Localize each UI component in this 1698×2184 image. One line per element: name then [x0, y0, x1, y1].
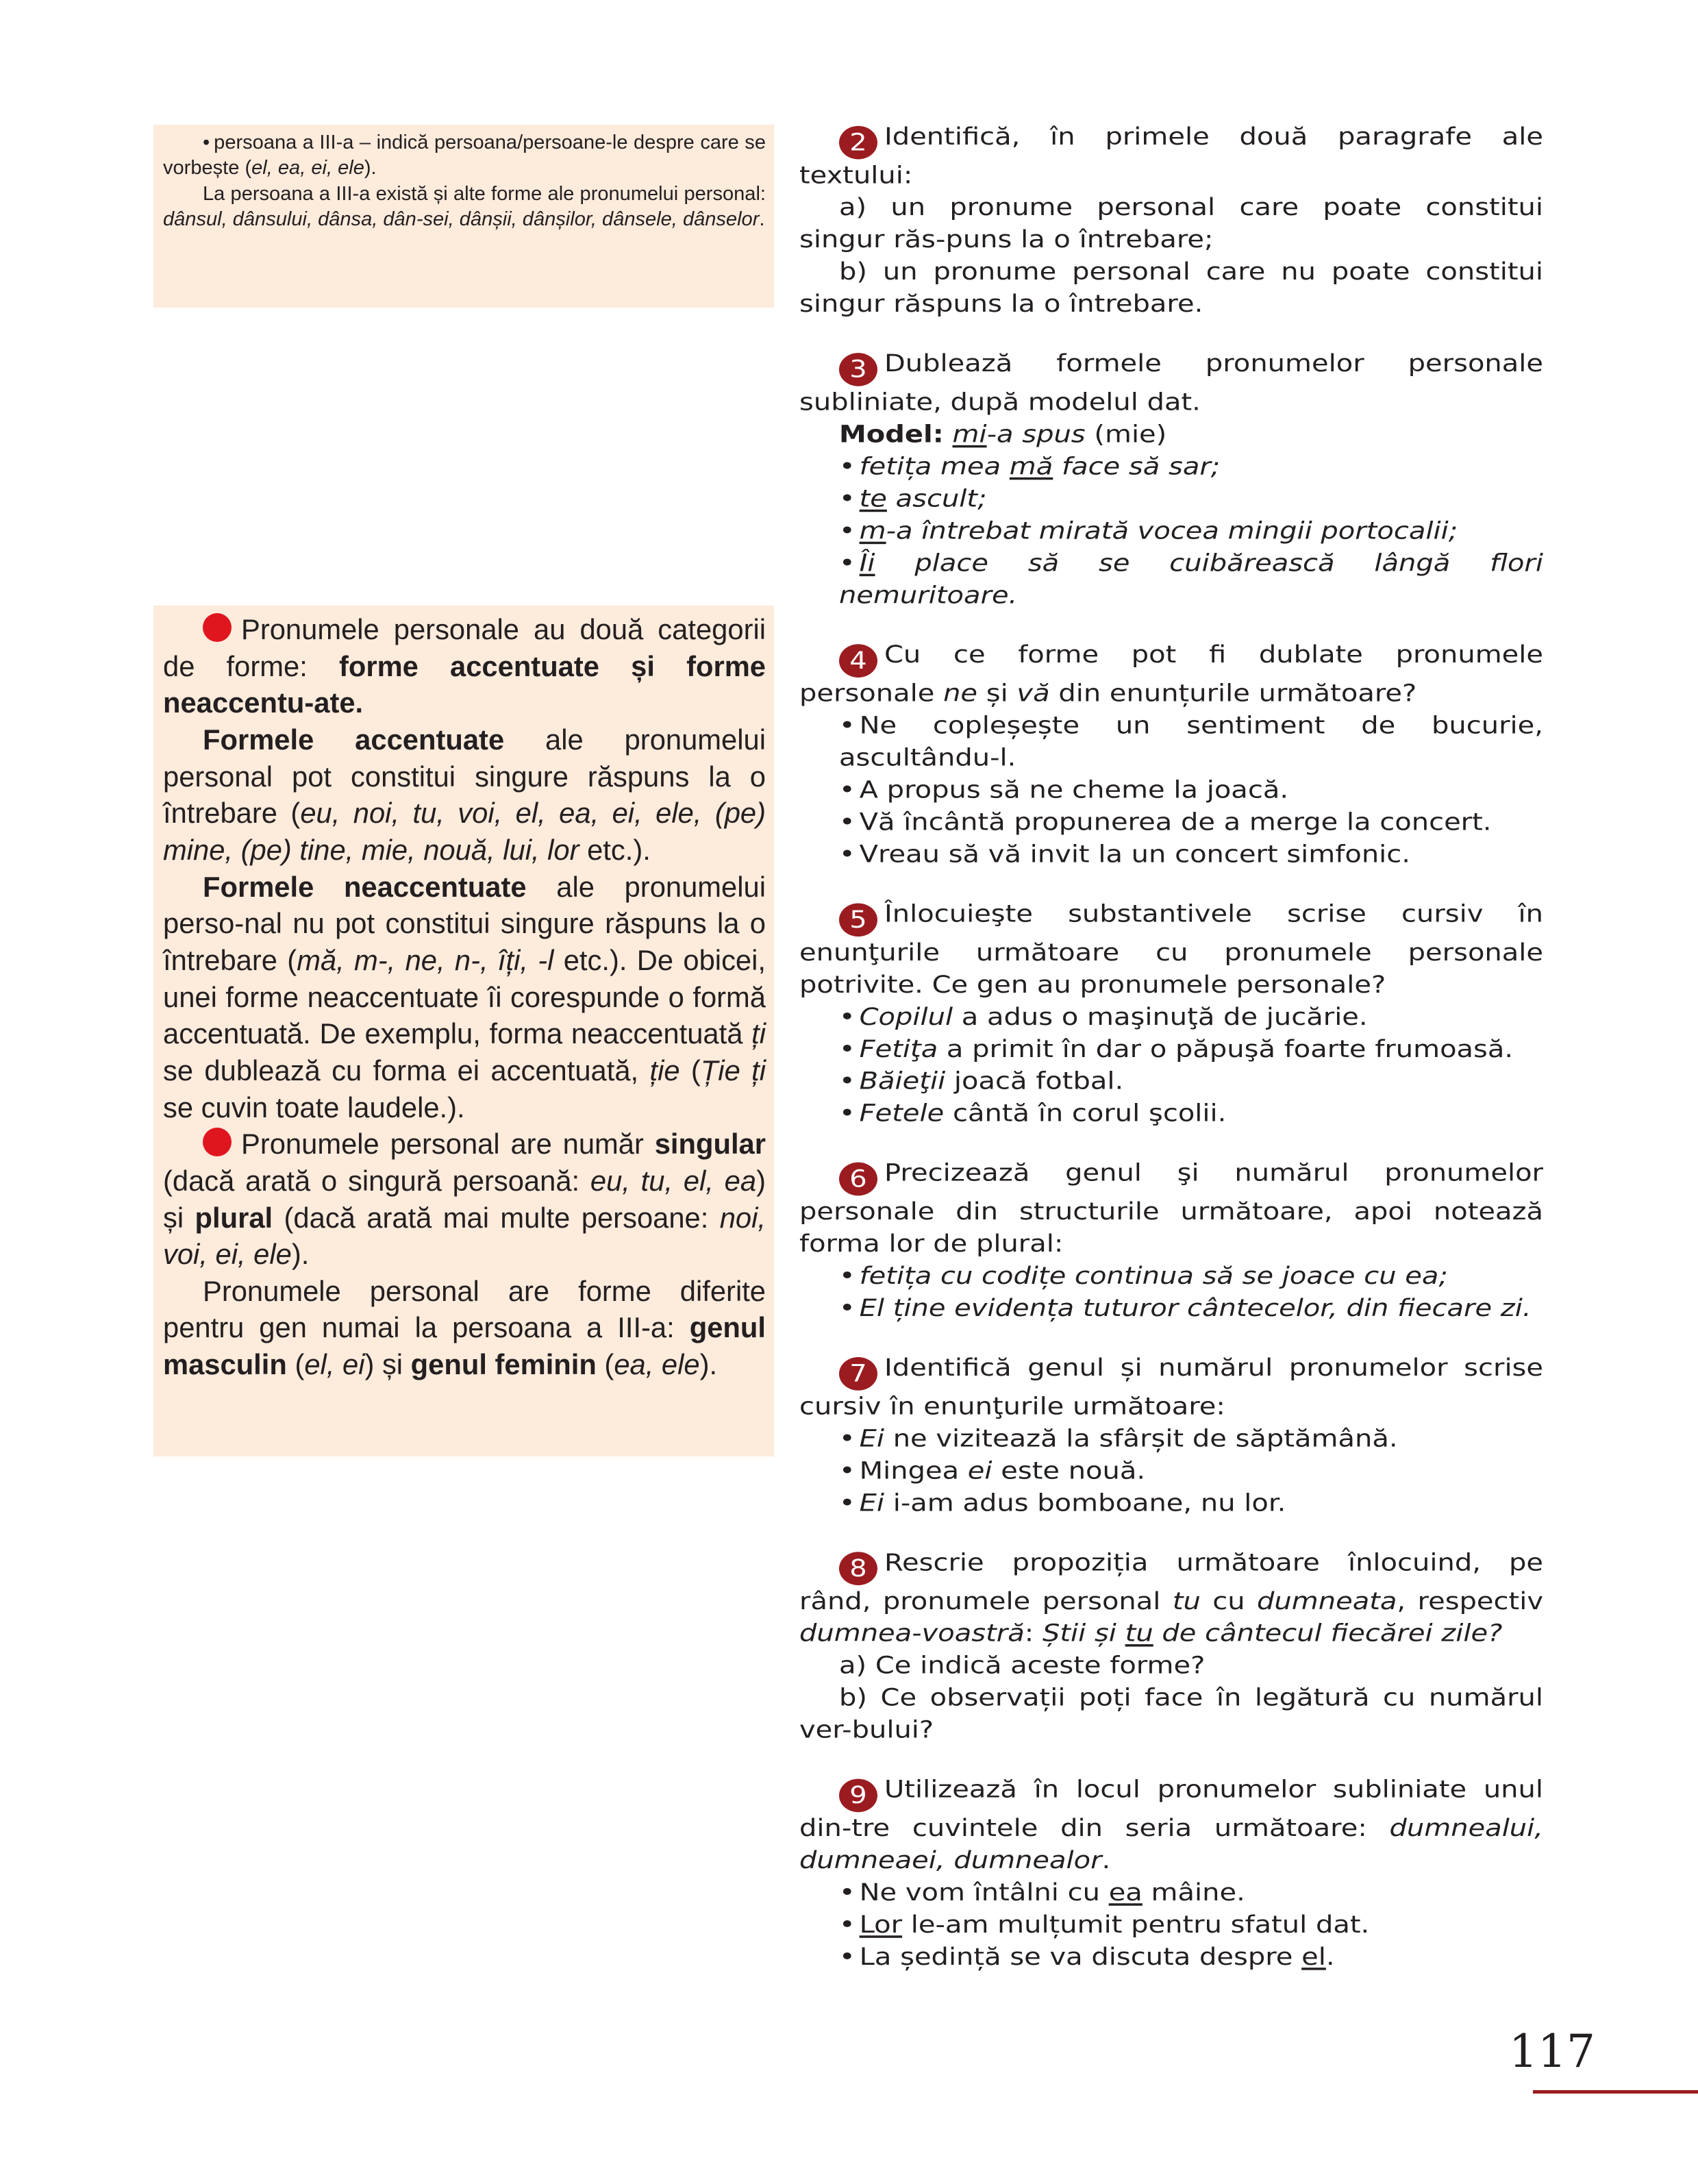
exercises-column	[799, 121, 1543, 2000]
list-item: • Vreau să vă invit la un concert simfonic.	[839, 841, 1410, 869]
categories-paragraph: Pronumele personale au două categorii de forme: forme accentuate și forme neaccentu-ate.	[163, 613, 766, 719]
exercise-5	[799, 898, 1543, 1130]
exercise-8: 8 Rescrie propoziția următoare înlocuind, pe rând, pronumele personal tu cu dumneata, respectiv dumnea-voastră: Știi și tu de cântecul fiecărei zile? a) Ce indică aceste forme? b) Ce observații poți face în legătură cu numărul ver-bului?	[799, 1546, 1543, 1746]
exercise-prompt: Precizează genul şi numărul pronumelor personale din structurile următoare, apoi notează forma lor de plural:	[799, 1159, 1543, 1258]
list-item: • m-a întrebat mirată vocea mingii portocalii;	[839, 517, 1458, 545]
page-number: 117	[1509, 2025, 1595, 2078]
number-paragraph: Pronumele personal are număr singular (dacă arată o singură persoană: eu, tu, el, ea) și plural (dacă arată mai multe persoane: noi, voi, ei, ele).	[163, 1128, 766, 1271]
exercise-number-badge: 2	[839, 126, 877, 160]
page-number-rule	[1533, 2090, 1698, 2094]
list-item: • Fetiţa a primit în dar o păpuşă foarte frumoasă.	[839, 1035, 1514, 1063]
list-item: • Lor le-am mulțumit pentru sfatul dat.	[839, 1911, 1370, 1939]
exercise-3	[799, 347, 1543, 611]
theory-box-third-person	[153, 125, 774, 308]
list-item: • Băieţii joacă fotbal.	[839, 1067, 1124, 1095]
exercise-number-badge: 4	[839, 644, 877, 678]
exercise-9: 9 Utilizează în locul pronumelor subliniate unul din-tre cuvintele din seria următoare: dumnealui, dumneaei, dumnealor. • Ne vom întâlni cu ea mâine. • Lor le-am mulțumit pentru sfatul dat. • La ședință se va discuta despre el.	[799, 1774, 1543, 1973]
theory-box-forms	[153, 606, 774, 1456]
red-dot-icon	[203, 1128, 232, 1156]
bullet-third-person: • persoana a III-a – indică persoana/persoane-le despre care se vorbește (el, ea, ei, ele).	[163, 130, 766, 182]
list-item: • Ei ne vizitează la sfârșit de săptămână.	[839, 1425, 1398, 1453]
list-item: • Vă încântă propunerea de a merge la concert.	[839, 808, 1492, 836]
exercise-number-badge: 7	[839, 1357, 877, 1391]
red-dot-icon	[203, 613, 232, 642]
list-item: • fetița cu codițe continua să se joace cu ea;	[839, 1262, 1448, 1290]
exercise-number-badge: 8	[839, 1552, 877, 1585]
exercise-4: 4 Cu ce forme pot fi dublate pronumele personale ne și vă din enunțurile următoare? • Ne copleșește un sentiment de bucurie, ascultându-l. • A propus să ne cheme la joacă. • Vă încântă propunerea de a merge la concert. • Vreau să vă invit la un concert simfonic.	[799, 638, 1543, 870]
exercise-prompt: Identifică, în primele două paragrafe ale textului:	[799, 123, 1543, 189]
list-item: • Copilul a adus o maşinuţă de jucărie.	[839, 1003, 1368, 1031]
list-item: • te ascult;	[839, 485, 987, 513]
list-item: • La ședință se va discuta despre el.	[839, 1943, 1335, 1971]
exercise-number-badge: 3	[839, 353, 877, 386]
list-item: • El ține evidența tuturor cântecelor, din fiecare zi.	[839, 1294, 1532, 1322]
list-item: • Îi place să se cuibărească lângă flori nemuritoare.	[839, 549, 1543, 609]
exercise-prompt: Dublează formele pronumelor personale subliniate, după modelul dat.	[799, 349, 1543, 417]
exercise-prompt: Identifică genul și numărul pronumelor scrise cursiv în enunţurile următoare:	[799, 1354, 1543, 1421]
list-item: • Ne copleșește un sentiment de bucurie, ascultându-l.	[839, 712, 1543, 772]
model-line: Model: mi-a spus (mie)	[839, 421, 1167, 449]
neaccentuate-paragraph: Formele neaccentuate ale pronumelui perso-nal nu pot constitui singure răspuns la o întrebare (mă, m-, ne, n-, îți, -l etc.). De obicei, unei forme neaccentuate îi corespunde o formă accentuată. De exemplu, forma neaccentuată ți se dublează cu forma ei accentuată, ție (Ție ți se cuvin toate laudele.).	[163, 870, 766, 1124]
list-item: • Ei i-am adus bomboane, nu lor.	[839, 1489, 1286, 1517]
exercise-item: b) un pronume personal care nu poate constitui singur răspuns la o întrebare.	[799, 258, 1543, 318]
exercise-item: b) Ce observații poți face în legătură cu numărul ver-bului?	[799, 1684, 1543, 1744]
list-item: • Fetele cântă în corul şcolii.	[839, 1100, 1227, 1128]
exercise-number-badge: 5	[839, 903, 877, 936]
exercise-item: a) un pronume personal care poate constitui singur răs-puns la o întrebare;	[799, 193, 1543, 253]
exercise-number-badge: 9	[839, 1779, 877, 1813]
list-item: • fetița mea mă face să sar;	[839, 453, 1221, 481]
exercise-number-badge: 6	[839, 1163, 877, 1196]
exercise-prompt: Înlocuieşte substantivele scrise cursiv în enunţurile următoare cu pronumele personale potrivite. Ce gen au pronumele personale?	[799, 900, 1543, 999]
exercise-item: a) Ce indică aceste forme?	[839, 1652, 1206, 1680]
gender-paragraph: Pronumele personal are forme diferite pentru gen numai la persoana a III-a: genul masculin (el, ei) și genul feminin (ea, ele).	[163, 1274, 766, 1381]
other-forms-paragraph: La persoana a III-a există și alte forme ale pronumelui personal: dânsul, dânsului, dânsa, dân-sei, dânșii, dânșilor, dânsele, dânselor.	[163, 182, 766, 231]
exercise-7	[799, 1352, 1543, 1519]
list-item: • Ne vom întâlni cu ea mâine.	[839, 1878, 1245, 1907]
exercise-6	[799, 1157, 1543, 1324]
exercise-2	[799, 121, 1543, 320]
list-item: • A propus să ne cheme la joacă.	[839, 776, 1289, 804]
accentuate-paragraph: Formele accentuate ale pronumelui personal pot constitui singure răspuns la o întrebare (eu, noi, tu, voi, el, ea, ei, ele, (pe) mine, (pe) tine, mie, nouă, lui, lor etc.).	[163, 723, 766, 866]
list-item: • Mingea ei este nouă.	[839, 1457, 1146, 1485]
